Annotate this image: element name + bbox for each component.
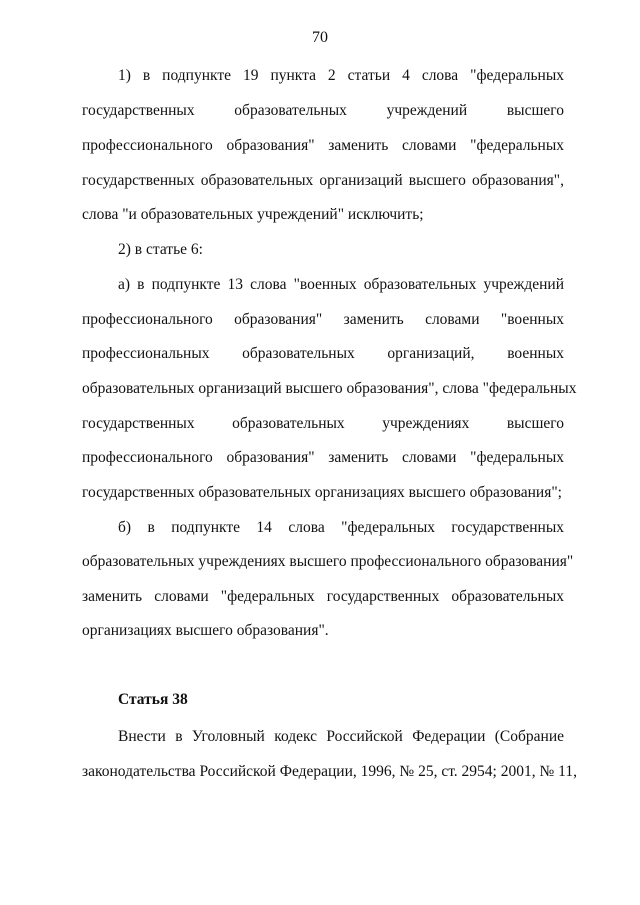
text-line: б) в подпункте 14 слова "федеральных государственных xyxy=(118,519,564,536)
text-line: слова "и образовательных учреждений" исключить; xyxy=(82,206,424,223)
text-line: Внести в Уголовный кодекс Российской Федерации (Собрание xyxy=(118,728,564,745)
text-line: образовательных учреждениях высшего профессионального образования" xyxy=(82,553,574,570)
text-line: законодательства Российской Федерации, 1996, № 25, ст. 2954; 2001, № 11, xyxy=(82,763,577,780)
article-heading: Статья 38 xyxy=(118,691,188,708)
text-line: профессионального образования" заменить словами "федеральных xyxy=(82,449,564,466)
text-line: государственных образовательных учреждений высшего xyxy=(82,102,564,119)
text-line: а) в подпункте 13 слова "военных образовательных учреждений xyxy=(118,276,564,293)
text-line: профессионального образования" заменить словами "федеральных xyxy=(82,137,564,154)
text-line: 1) в подпункте 19 пункта 2 статьи 4 слова "федеральных xyxy=(118,67,564,84)
text-line: заменить словами "федеральных государственных образовательных xyxy=(82,588,564,605)
text-line: государственных образовательных учреждениях высшего xyxy=(82,415,564,432)
text-line: государственных образовательных организациях высшего образования"; xyxy=(82,484,562,501)
text-line: государственных образовательных организаций высшего образования", xyxy=(82,172,564,189)
text-line: организациях высшего образования". xyxy=(82,622,329,639)
page-number: 70 xyxy=(312,29,328,46)
text-line: профессиональных образовательных организаций, военных xyxy=(82,345,564,362)
text-line: 2) в статье 6: xyxy=(118,241,203,258)
text-line: образовательных организаций высшего образования", слова "федеральных xyxy=(82,380,577,397)
text-line: профессионального образования" заменить словами "военных xyxy=(82,311,564,328)
